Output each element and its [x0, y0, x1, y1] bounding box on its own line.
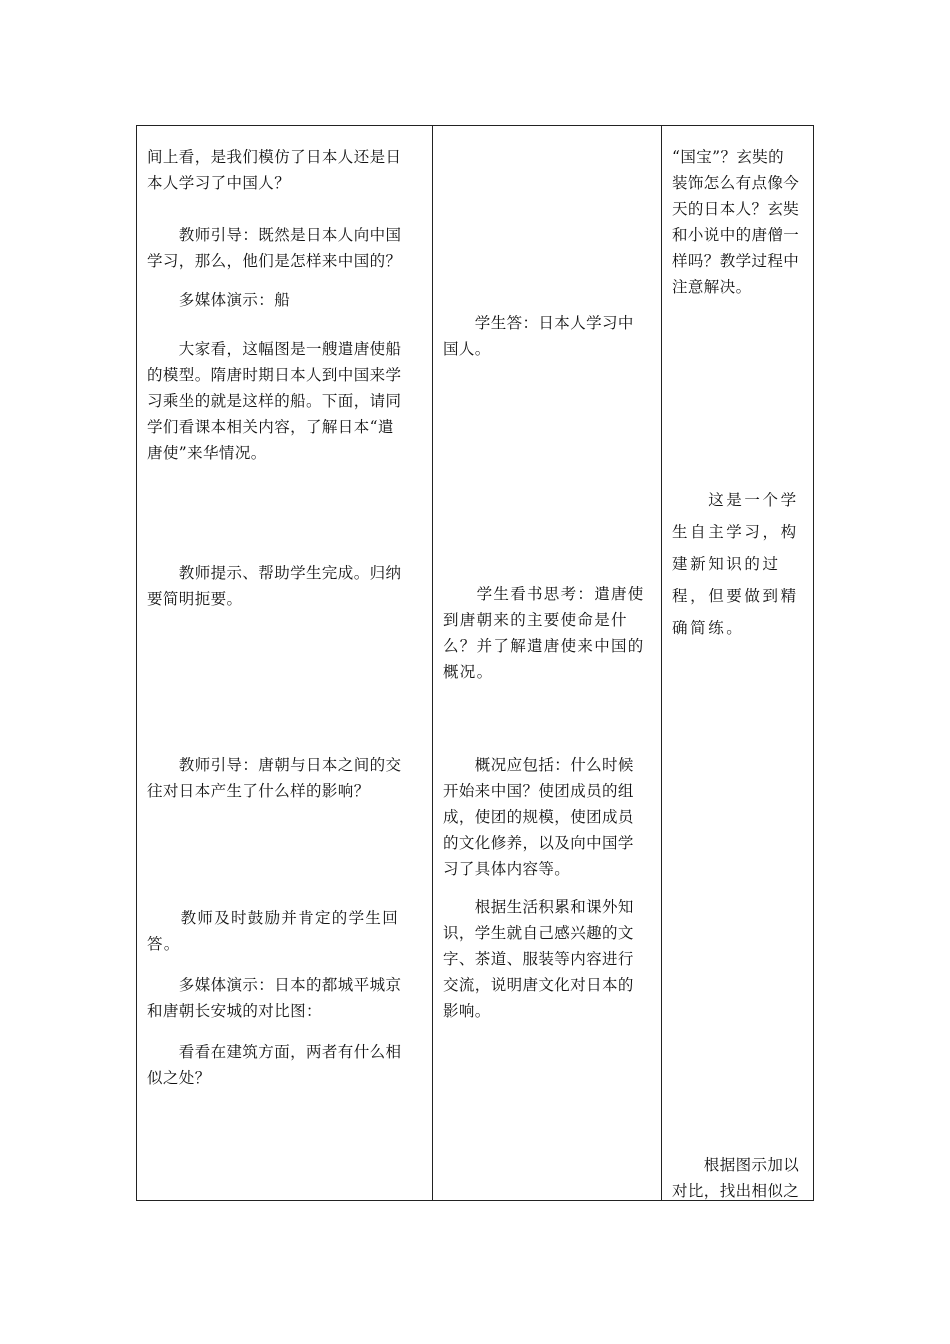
paragraph: 多媒体演示：船 — [147, 291, 291, 309]
paragraph: 教师及时鼓励并肯定的学生回 答。 — [147, 909, 400, 953]
paragraph: 根据图示加以 对比，找出相似之 — [672, 1156, 800, 1200]
paragraph: 看看在建筑方面，两者有什么相 似之处？ — [147, 1043, 402, 1087]
paragraph: 概况应包括：什么时候 开始来中国？使团成员的组 成，使团的规模，使团成员 的文化修养，以及向中国学 习了具体内容等。 — [443, 756, 634, 878]
paragraph: 大家看，这幅图是一艘遣唐使船 的模型。隋唐时期日本人到中国来学 习乘坐的就是这样的船。下面，请同 学们看课本相关内容，了解日本“遣 唐使”来华情况。 — [147, 340, 402, 462]
paragraph: 根据生活积累和课外知 识，学生就自己感兴趣的文 字、茶道、服装等内容进行 交流，说明唐文化对日本的 影响。 — [443, 898, 634, 1020]
paragraph: 教师引导：唐朝与日本之间的交 往对日本产生了什么样的影响？ — [147, 756, 402, 800]
paragraph: 这是一个学 生自主学习，构 建新知识的过 程，但要做到精 确简练。 — [672, 491, 799, 637]
paragraph: 间上看，是我们模仿了日本人还是日 本人学习了中国人？ — [147, 148, 402, 192]
paragraph: 学生答：日本人学习中 国人。 — [443, 314, 634, 358]
lesson-plan-table — [136, 125, 814, 1201]
student-activity-column — [433, 126, 662, 1200]
paragraph: 教师引导：既然是日本人向中国 学习，那么，他们是怎样来中国的？ — [147, 226, 402, 270]
design-intent-column — [662, 126, 814, 1200]
paragraph: 教师提示、帮助学生完成。归纳 要简明扼要。 — [147, 564, 402, 608]
paragraph: 多媒体演示：日本的都城平城京 和唐朝长安城的对比图： — [147, 976, 402, 1020]
paragraph: 学生看书思考：遣唐使 到唐朝来的主要使命是什 么？并了解遣唐使来中国的 概况。 — [443, 585, 645, 681]
teacher-activity-column — [137, 126, 433, 1200]
paragraph: “国宝”？玄奘的 装饰怎么有点像今 天的日本人？玄奘 和小说中的唐僧一 样吗？教学过程中 注意解决。 — [672, 148, 800, 296]
